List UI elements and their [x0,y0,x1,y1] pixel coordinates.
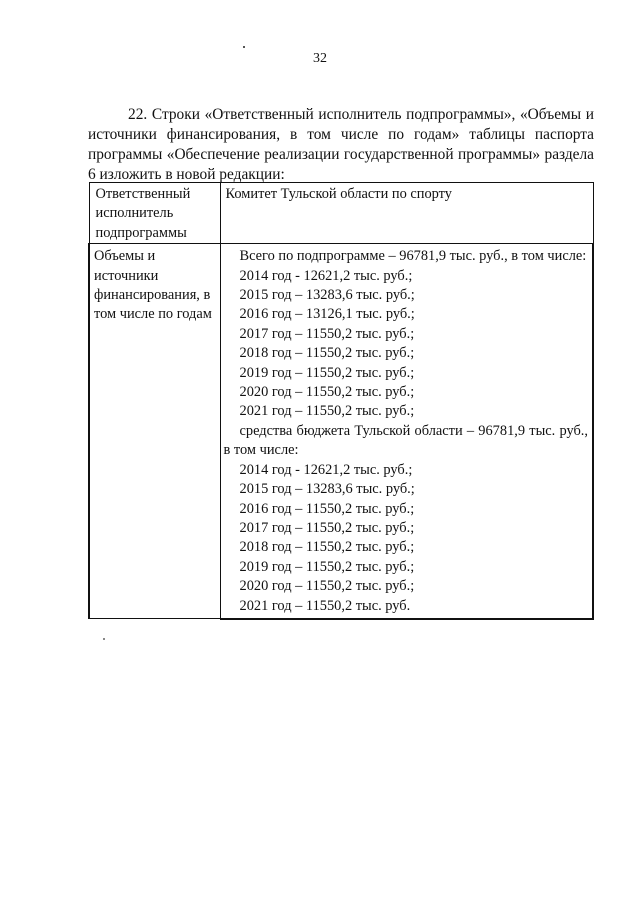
executor-label-line: подпрограммы [95,224,187,241]
financing-label-cell [89,244,220,619]
budget-intro-continuation: в том числе: [223,442,299,459]
financing-label-line: Объемы и [94,248,156,265]
page-number: 32 [313,51,327,66]
financing-value-cell [220,244,593,619]
scan-speck [103,638,105,640]
total-year-line: 2020 год – 11550,2 тыс. руб.; [239,384,415,401]
executor-value-cell [220,183,593,244]
executor-label-cell [89,183,220,244]
financing-label-line: финансирования, в [94,287,211,304]
budget-year-line: 2016 год – 11550,2 тыс. руб.; [239,500,415,517]
financing-total: Всего по подпрограмме – 96781,9 тыс. руб., в том числе: [239,248,587,265]
total-year-line: 2018 год – 11550,2 тыс. руб.; [239,345,415,362]
total-year-line: 2017 год – 11550,2 тыс. руб.; [239,325,415,342]
passport-table [88,182,594,620]
executor-value: Комитет Тульской области по спорту [225,186,452,202]
financing-label-line: источники [94,267,159,284]
budget-year-line: 2020 год – 11550,2 тыс. руб.; [239,578,415,595]
financing-label-line: том числе по годам [94,306,212,323]
scan-speck [243,46,245,48]
budget-year-line: 2018 год – 11550,2 тыс. руб.; [239,539,415,556]
table-row-financing [89,244,593,619]
amendment-paragraph: 22. Строки «Ответственный исполнитель подпрограммы», «Объемы и источники финансирования, в том числе по годам» таблицы паспорта программы «Обеспечение реализации государственной программы» раздела 6 изложить в новой редакции: [88,106,594,183]
budget-year-line: 2017 год – 11550,2 тыс. руб.; [239,519,415,536]
total-year-line: 2014 год - 12621,2 тыс. руб.; [239,267,413,284]
budget-year-line: 2015 год – 13283,6 тыс. руб.; [239,481,415,498]
budget-year-line: 2019 год – 11550,2 тыс. руб.; [239,558,415,575]
executor-label-line: исполнитель [95,205,174,222]
total-year-line: 2019 год – 11550,2 тыс. руб.; [239,364,415,381]
total-year-line: 2016 год – 13126,1 тыс. руб.; [239,306,415,323]
total-year-line: 2021 год – 11550,2 тыс. руб.; [239,403,415,420]
executor-label-line: Ответственный [95,186,191,202]
table-row-executor [89,183,593,244]
total-year-line: 2015 год – 13283,6 тыс. руб.; [239,287,415,304]
budget-year-line: 2021 год – 11550,2 тыс. руб. [239,597,411,614]
budget-year-line: 2014 год - 12621,2 тыс. руб.; [239,461,413,478]
budget-intro-line: средства бюджета Тульской области – 96781,9 тыс. руб., [239,422,588,439]
